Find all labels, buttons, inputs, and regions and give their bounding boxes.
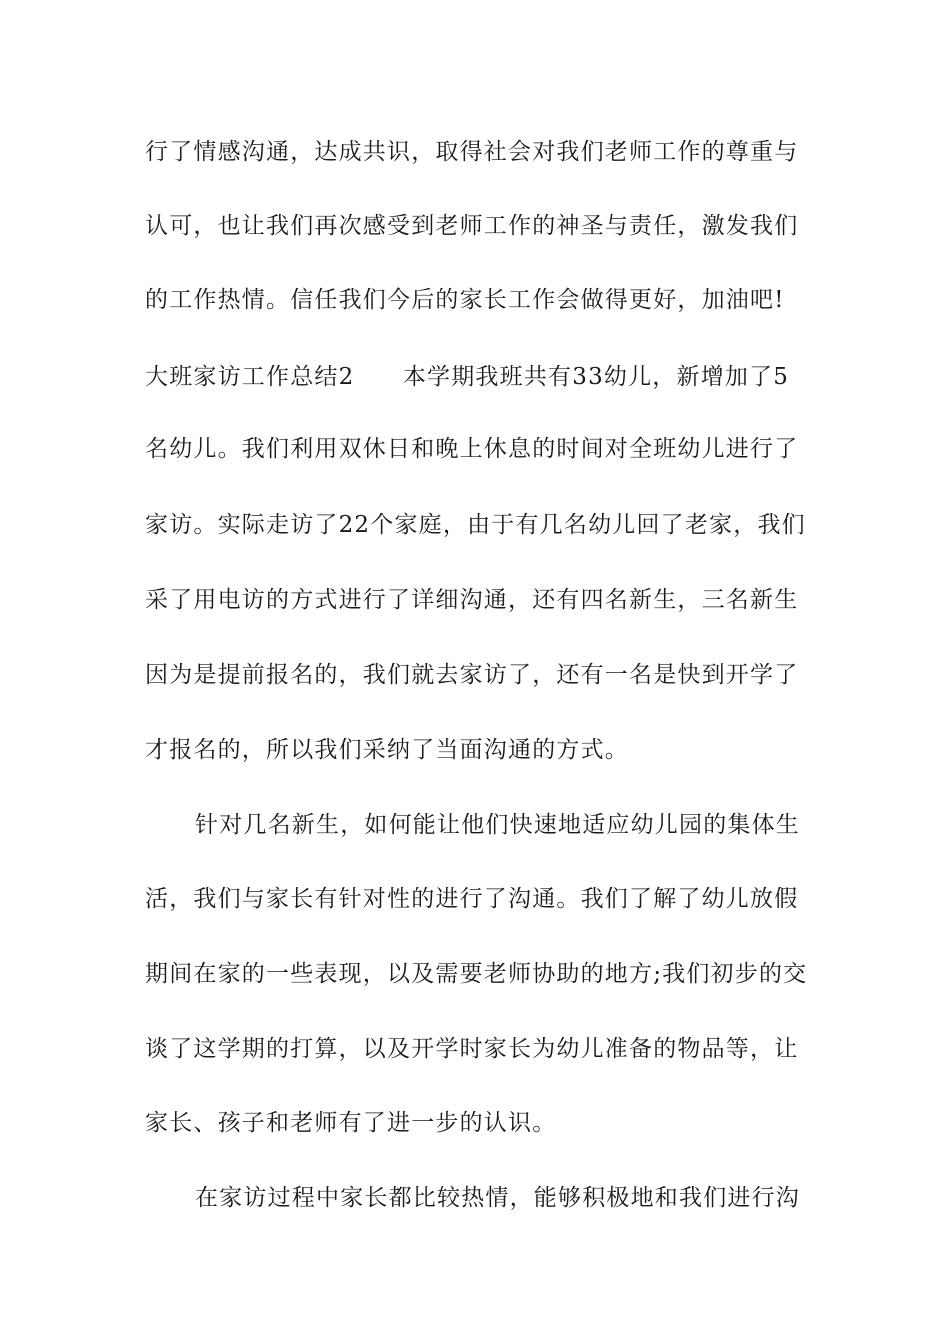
text-line: 活，我们与家长有针对性的进行了沟通。我们了解了幼儿放假 (145, 886, 799, 912)
text-line: 因为是提前报名的，我们就去家访了，还有一名是快到开学了 (145, 662, 799, 688)
text-line: 期间在家的一些表现，以及需要老师协助的地方;我们初步的交 (145, 961, 808, 987)
text-line: 家长、孩子和老师有了进一步的认识。 (145, 1110, 557, 1136)
text-line: 行了情感沟通，达成共识，取得社会对我们老师工作的尊重与 (145, 139, 799, 165)
text-line: 的工作热情。信任我们今后的家长工作会做得更好，加油吧! (145, 287, 785, 313)
text-line: 家访。实际走访了22个家庭，由于有几名幼儿回了老家，我们 (145, 512, 806, 538)
text-line: 名幼儿。我们利用双休日和晚上休息的时间对全班幼儿进行了 (145, 436, 799, 462)
paragraph-start-line: 在家访过程中家长都比较热情，能够积极地和我们进行沟 (195, 1185, 800, 1211)
text-line: 采了用电访的方式进行了详细沟通，还有四名新生，三名新生 (145, 587, 799, 613)
text-line: 认可，也让我们再次感受到老师工作的神圣与责任，激发我们 (145, 213, 799, 239)
section-heading-line: 大班家访工作总结2 本学期我班共有33幼儿，新增加了5 (145, 364, 790, 390)
text-line: 谈了这学期的打算，以及开学时家长为幼儿准备的物品等，让 (145, 1036, 799, 1062)
paragraph-start-line: 针对几名新生，如何能让他们快速地适应幼儿园的集体生 (195, 812, 800, 838)
text-line: 才报名的，所以我们采纳了当面沟通的方式。 (145, 737, 629, 763)
